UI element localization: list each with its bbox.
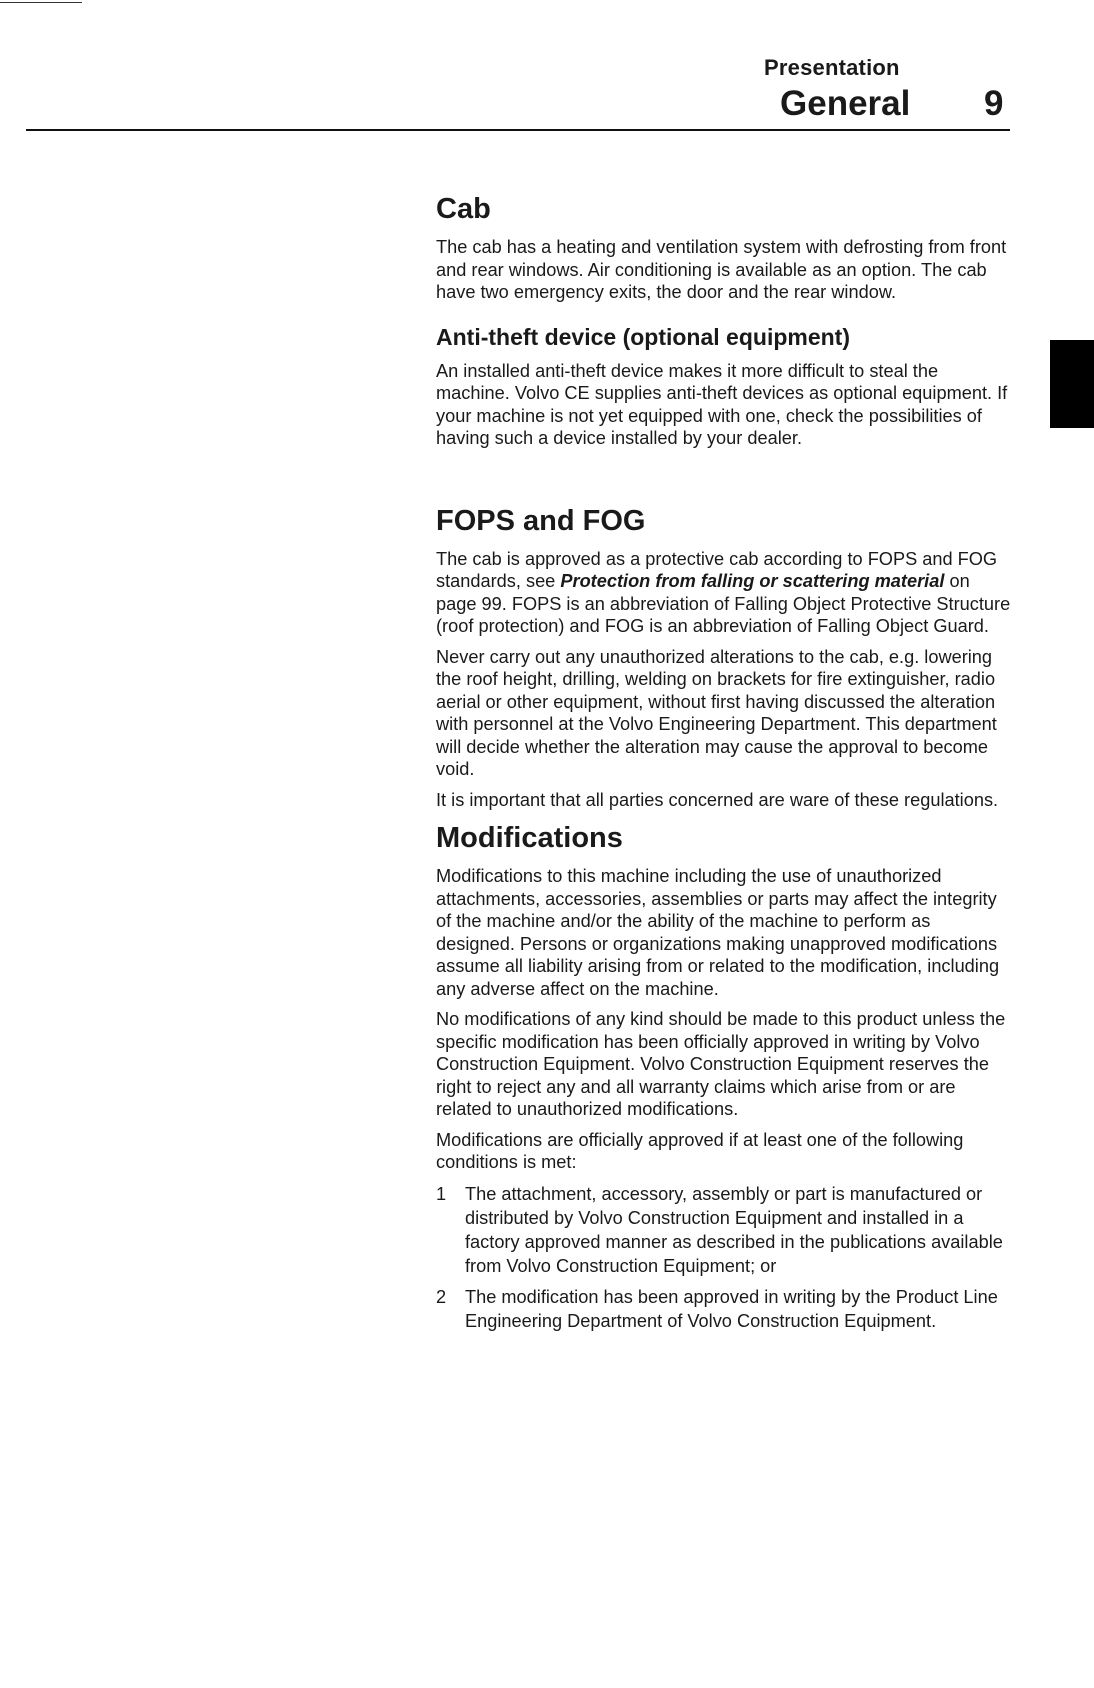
header-chapter-title: General xyxy=(780,84,911,123)
modifications-heading: Modifications xyxy=(436,822,623,854)
cab-heading: Cab xyxy=(436,193,491,225)
list-item-text: The modification has been approved in writing by the Product Line Engineering Department of Volvo Construction Equipment. xyxy=(465,1286,998,1331)
list-item-number: 2 xyxy=(436,1286,447,1307)
modifications-paragraph-2: No modifications of any kind should be made to this product unless the specific modification has been officially approved in writing by Volvo Construction Equipment. Volvo Construction Equipment reserves the right to reject any and all warranty claims which arise from or are related to unauthorized modifications. xyxy=(436,1009,1006,1119)
header-section-title: Presentation xyxy=(764,55,900,80)
cross-reference-link[interactable]: Protection from falling or scattering material xyxy=(560,571,945,591)
fops-section xyxy=(436,502,1014,812)
list-item-number: 1 xyxy=(436,1183,447,1204)
anti-theft-heading: Anti-theft device (optional equipment) xyxy=(436,323,850,350)
modifications-paragraph-3: Modifications are officially approved if at least one of the following conditions is met: xyxy=(436,1129,964,1172)
cab-section xyxy=(436,190,1014,304)
list-item-text: The attachment, accessory, assembly or part is manufactured or distributed by Volvo Construction Equipment and installed in a factory approved manner as described in the publications available from Volvo Construction Equipment; or xyxy=(465,1183,1003,1276)
fops-paragraph-3: It is important that all parties concerned are ware of these regulations. xyxy=(436,789,999,810)
anti-theft-section xyxy=(436,322,1014,450)
fops-text-before: The cab is approved as a protective cab according to FOPS and FOG standards, see xyxy=(436,548,998,591)
header-divider xyxy=(26,129,1010,131)
chapter-tab-marker xyxy=(1050,340,1094,428)
list-item xyxy=(436,1182,1014,1278)
modifications-paragraph-1: Modifications to this machine including the use of unauthorized attachments, accessories, assemblies or parts may affect the integrity of the machine and/or the ability of the machine to perform as designed. Persons or organizations making unapproved modifications assume all liability arising from or related to the modification, including any adverse affect on the machine. xyxy=(436,866,1000,999)
modifications-section xyxy=(436,819,1014,1333)
fops-text-after: on page 99. FOPS is an abbreviation of Falling Object Protective Structure (roof protection) and FOG is an abbreviation of Falling Object Guard. xyxy=(436,571,1011,636)
conditions-list xyxy=(436,1182,1014,1333)
fops-heading: FOPS and FOG xyxy=(436,504,646,537)
page-number: 9 xyxy=(984,84,1004,123)
anti-theft-paragraph: An installed anti-theft device makes it more difficult to steal the machine. Volvo CE supplies anti-theft devices as optional equipment. If your machine is not yet equipped with one, check the possibilities of having such a device installed by your dealer. xyxy=(436,360,1008,448)
cab-paragraph: The cab has a heating and ventilation system with defrosting from front and rear windows. Air conditioning is available as an option. The cab have two emergency exits, the door and the rear window. xyxy=(436,237,1007,302)
fops-paragraph-2: Never carry out any unauthorized alterations to the cab, e.g. lowering the roof height, drilling, welding on brackets for fire extinguisher, radio aerial or other equipment, without first having discussed the alteration with personnel at the Volvo Engineering Department. This department will decide whether the alteration may cause the approval to become void. xyxy=(436,646,997,779)
main-content xyxy=(436,190,1014,1340)
fops-paragraph-1 xyxy=(436,548,1014,638)
list-item xyxy=(436,1285,1014,1333)
top-edge-mark xyxy=(0,2,82,3)
